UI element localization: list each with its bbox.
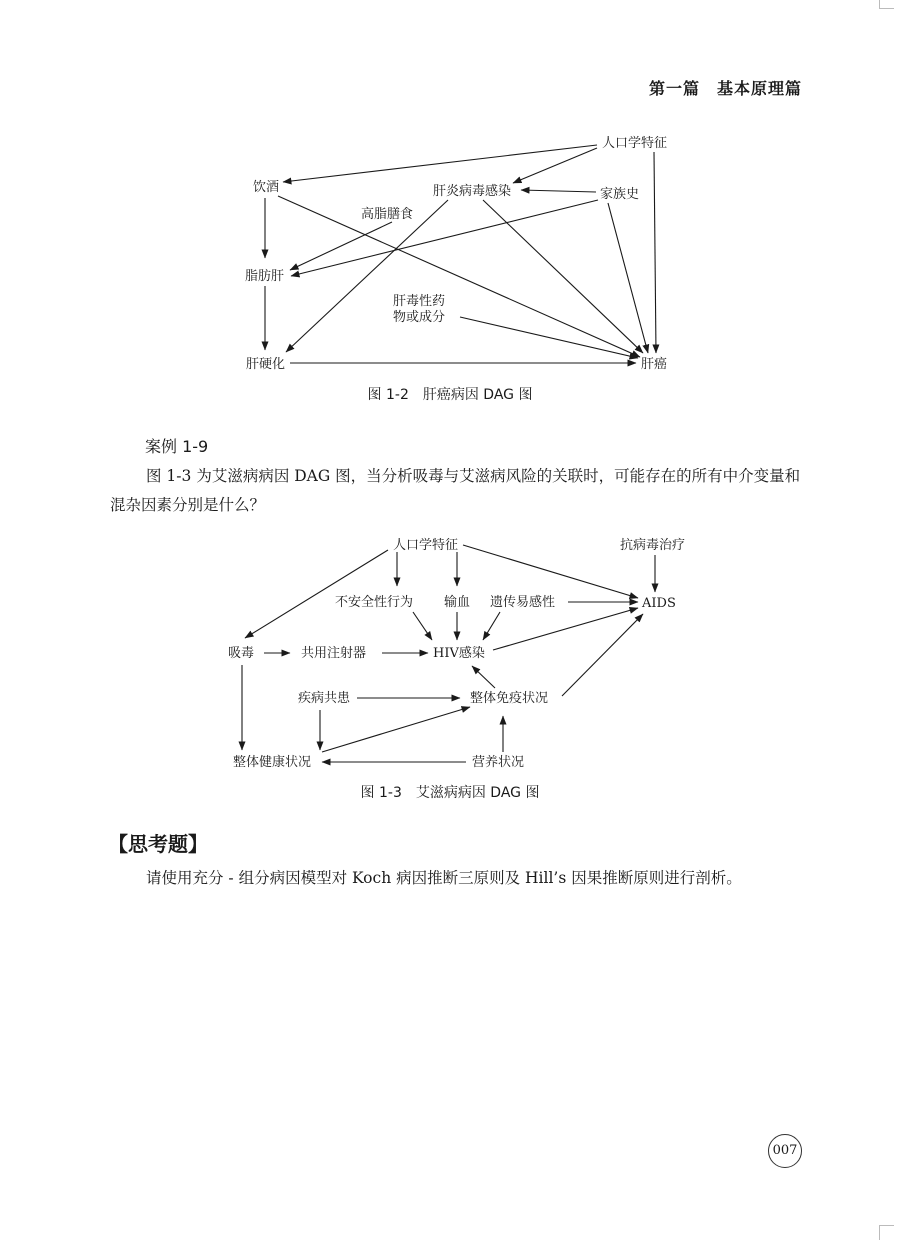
edge-unsafesex-hiv (413, 612, 432, 640)
case-text: 图 1-3 为艾滋病病因 DAG 图，当分析吸毒与艾滋病风险的关联时，可能存在的所有中介变量和混杂因素分别是什么？ (110, 467, 801, 514)
node-highfat: 高脂膳食 (361, 207, 414, 222)
think-title: 【思考题】 (108, 832, 208, 856)
edge-immune-hiv (472, 666, 495, 688)
node-drug-line1: 肝毒性药 (393, 294, 446, 309)
edge-hepatitis-cirrhosis (286, 200, 448, 352)
edge-drinking-livercancer (278, 196, 640, 357)
node-aids: AIDS (642, 596, 676, 611)
node-demographics: 人口学特征 (393, 538, 459, 553)
node-health: 整体健康状况 (233, 755, 312, 770)
node-immune: 整体免疫状况 (470, 691, 549, 706)
node-family: 家族史 (600, 187, 640, 202)
edge-genetic-hiv (483, 612, 500, 640)
edge-hiv-aids (493, 608, 638, 650)
node-nutrition: 营养状况 (472, 755, 525, 770)
node-livercancer: 肝癌 (641, 357, 668, 372)
figure-liver-cancer-dag (0, 120, 900, 380)
figure-aids-dag (0, 530, 900, 780)
node-drugs: 吸毒 (228, 646, 255, 661)
edge-family-livercancer (608, 203, 648, 353)
corner-mark-top-right (879, 0, 894, 9)
node-unsafesex: 不安全性行为 (335, 595, 414, 610)
edge-demographics-drinking (283, 145, 597, 182)
node-fattyliver: 脂肪肝 (245, 269, 285, 284)
page-number: 007 (768, 1134, 802, 1168)
node-cirrhosis: 肝硬化 (246, 357, 286, 372)
node-syringe: 共用注射器 (301, 646, 367, 661)
running-header: 第一篇 基本原理篇 (648, 79, 802, 98)
edge-family-hepatitis (521, 190, 596, 192)
corner-mark-bottom-right (879, 1225, 894, 1240)
case-label: 案例 1-9 (145, 437, 209, 456)
node-comorbidity: 疾病共患 (298, 691, 351, 706)
edge-demographics-livercancer (654, 152, 656, 353)
node-drug-line2: 物或成分 (393, 310, 446, 325)
think-text: 请使用充分 - 组分病因模型对 Koch 病因推断三原则及 Hill’s 因果推断原则进行剖析。 (146, 869, 742, 887)
edge-family-fattyliver (291, 200, 598, 276)
edge-highfat-fattyliver (290, 222, 392, 270)
figure-1-3-caption: 图 1-3 艾滋病病因 DAG 图 (360, 785, 540, 801)
node-transfusion: 输血 (444, 595, 471, 610)
node-drinking: 饮酒 (253, 180, 280, 195)
node-antiviral: 抗病毒治疗 (620, 538, 686, 553)
edge-hepatitis-livercancer (483, 200, 643, 353)
node-genetic: 遗传易感性 (490, 595, 556, 610)
aids-dag-diagram (0, 530, 900, 780)
edge-demographics-drugs (245, 550, 388, 638)
edge-health-immune (322, 707, 470, 752)
figure-1-2-caption: 图 1-2 肝癌病因 DAG 图 (367, 387, 533, 403)
liver-cancer-dag-diagram (0, 120, 900, 380)
node-hiv: HIV感染 (433, 646, 485, 661)
edge-demographics-aids (463, 545, 638, 598)
node-hepatitis: 肝炎病毒感染 (433, 184, 512, 199)
node-demographics: 人口学特征 (602, 136, 668, 151)
